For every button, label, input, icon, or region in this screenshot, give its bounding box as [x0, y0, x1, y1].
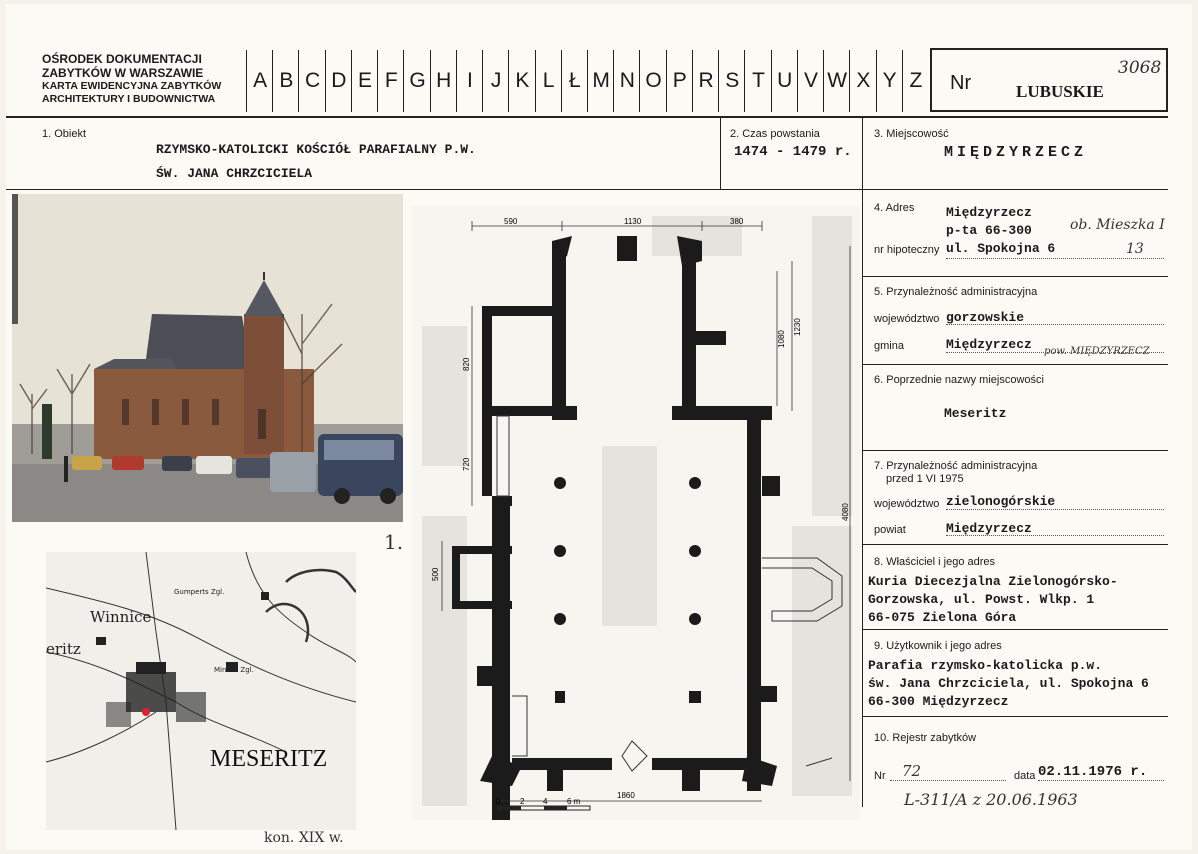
row1-divider	[6, 189, 1168, 190]
scale-label-6: 6 m	[567, 797, 581, 806]
index-letter-p: P	[666, 50, 693, 112]
admin-before-voivodeship-label: województwo	[874, 498, 940, 510]
row5-divider	[863, 364, 1168, 365]
owner-label: 8. Właściciel i jego adres	[874, 556, 996, 568]
map-label-gumperts: Gumperts Zgl.	[174, 588, 225, 596]
index-letter-x: X	[849, 50, 876, 112]
plan-dim-1860: 1860	[617, 791, 635, 800]
admin-voivodeship-label: województwo	[874, 313, 940, 325]
mortgage-dotted-line	[946, 258, 1164, 259]
card-type-line1: KARTA EWIDENCYJNA ZABYTKÓW	[42, 80, 222, 92]
address-line3: ul. Spokojna 6	[946, 241, 1056, 256]
card-number: 3068	[1118, 58, 1162, 78]
map-town-label: MESERITZ	[210, 746, 328, 772]
owner-line1: Kuria Diecezjalna Zielonogórsko-	[868, 574, 1118, 589]
index-letter-r: R	[692, 50, 719, 112]
index-letter-e: E	[351, 50, 378, 112]
index-letter-i: I	[456, 50, 483, 112]
index-letter-m: M	[587, 50, 614, 112]
plan-dim-1130: 1130	[624, 217, 642, 226]
index-letter-ł: Ł	[561, 50, 588, 112]
index-letter-d: D	[325, 50, 352, 112]
index-letter-y: Y	[876, 50, 903, 112]
object-name-line1: RZYMSKO-KATOLICKI KOŚCIÓŁ PARAFIALNY P.W.	[156, 142, 476, 157]
index-letter-o: O	[639, 50, 666, 112]
map-label-minkes: Minkes Zgl.	[214, 666, 254, 674]
floor-plan	[412, 206, 860, 820]
admin-commune-value: Międzyrzecz	[946, 337, 1032, 352]
admin-voivodeship-value: gorzowskie	[946, 310, 1025, 325]
region-name: LUBUSKIE	[1016, 82, 1104, 101]
index-letter-v: V	[797, 50, 824, 112]
row6-divider	[863, 450, 1168, 451]
admin-before-county-label: powiat	[874, 524, 906, 536]
plan-dim-590: 590	[504, 217, 518, 226]
index-letter-z: Z	[902, 50, 929, 112]
admin-before-county-value: Międzyrzecz	[946, 521, 1032, 536]
plan-dim-1080: 1080	[777, 330, 786, 348]
address-label: 4. Adres	[874, 202, 915, 214]
admin-before-county-dots	[946, 535, 1164, 536]
plan-dim-820: 820	[462, 357, 471, 371]
org-name-line1: OŚRODEK DOKUMENTACJI	[42, 52, 202, 66]
admin-before-voivodeship-dots	[946, 509, 1164, 510]
index-letter-j: J	[482, 50, 509, 112]
admin-handwritten-note: pow. MIĘDZYRZECZ	[1044, 346, 1150, 357]
registry-date-dots	[1038, 780, 1164, 781]
row8-divider	[863, 629, 1168, 630]
row7-divider	[863, 544, 1168, 545]
registry-number-dots	[890, 780, 1006, 781]
index-letter-t: T	[744, 50, 771, 112]
former-names-label: 6. Poprzednie nazwy miejscowości	[874, 374, 1044, 386]
index-letter-a: A	[246, 50, 273, 112]
index-letter-k: K	[508, 50, 535, 112]
index-letter-w: W	[823, 50, 850, 112]
plan-dim-4080: 4080	[841, 503, 850, 521]
plan-dim-1230: 1230	[793, 318, 802, 336]
header-divider	[6, 116, 1168, 118]
address-line1: Międzyrzecz	[946, 205, 1032, 220]
owner-line3: 66-075 Zielona Góra	[868, 610, 1017, 625]
scale-label-4: 4	[543, 797, 548, 806]
object-name-line2: ŚW. JANA CHRZCICIELA	[156, 166, 313, 181]
registry-handwritten-note: L-311/A z 20.06.1963	[904, 790, 1078, 809]
place-value: MIĘDZYRZECZ	[944, 144, 1088, 161]
index-letter-g: G	[403, 50, 430, 112]
admin-before-voivodeship-value: zielonogórskie	[946, 494, 1056, 509]
divider-main-column	[862, 117, 863, 807]
nr-label: Nr	[950, 72, 972, 94]
plan-dim-720: 720	[462, 457, 471, 471]
index-letter-c: C	[298, 50, 325, 112]
map-label-winnice: Winnice	[90, 608, 152, 626]
index-letter-h: H	[430, 50, 457, 112]
row4-divider	[863, 276, 1168, 277]
index-letter-u: U	[771, 50, 798, 112]
admin-before-label-line2: przed 1 VI 1975	[886, 473, 964, 485]
mortgage-number-label: nr hipoteczny	[874, 244, 940, 256]
scale-label-2: 2	[520, 797, 525, 806]
admin-commune-label: gmina	[874, 340, 904, 352]
map-caption: kon. XIX w.	[264, 830, 344, 846]
scale-label-0: 0	[496, 797, 501, 806]
org-name-line2: ZABYTKÓW W WARSZAWIE	[42, 66, 204, 80]
registry-number-value: 72	[902, 762, 922, 780]
registry-number-label: Nr	[874, 770, 886, 782]
record-card	[6, 4, 1192, 850]
user-line3: 66-300 Międzyrzecz	[868, 694, 1009, 709]
plan-dim-380: 380	[730, 217, 744, 226]
divider-object-date	[720, 117, 721, 189]
user-line2: św. Jana Chrzciciela, ul. Spokojna 6	[868, 676, 1149, 691]
plan-dim-500: 500	[431, 567, 440, 581]
former-names-value: Meseritz	[944, 406, 1007, 421]
user-label: 9. Użytkownik i jego adres	[874, 640, 1002, 652]
date-value: 1474 - 1479 r.	[734, 144, 852, 160]
admin-before-label-line1: 7. Przynależność administracyjna	[874, 460, 1038, 472]
index-letter-l: L	[535, 50, 562, 112]
address-line2: p-ta 66-300	[946, 223, 1032, 238]
row9-divider	[863, 716, 1168, 717]
admin-voivodeship-dots	[946, 324, 1164, 325]
historic-map	[46, 552, 356, 830]
church-photo	[12, 194, 403, 522]
registry-date-value: 02.11.1976 r.	[1038, 764, 1148, 780]
date-label: 2. Czas powstania	[730, 128, 820, 140]
address-handwritten-note: ob. Mieszka I	[1070, 217, 1165, 233]
index-letter-b: B	[272, 50, 299, 112]
index-letter-strip	[246, 50, 928, 112]
index-letter-n: N	[613, 50, 640, 112]
object-label: 1. Obiekt	[42, 128, 87, 140]
index-letter-f: F	[377, 50, 404, 112]
registry-date-label: data	[1014, 770, 1036, 782]
owner-line2: Gorzowska, ul. Powst. Wlkp. 1	[868, 592, 1095, 607]
photo-caption: 1.	[384, 530, 404, 554]
card-type-line2: ARCHITEKTURY I BUDOWNICTWA	[42, 93, 216, 105]
address-handwritten-number: 13	[1126, 241, 1144, 257]
nr-box	[930, 48, 1168, 112]
header-organization	[42, 52, 242, 106]
admin-commune-dots	[946, 352, 1164, 353]
registry-label: 10. Rejestr zabytków	[874, 732, 977, 744]
place-label: 3. Miejscowość	[874, 128, 949, 140]
map-label-eritz: eritz	[46, 640, 81, 658]
index-letter-s: S	[718, 50, 745, 112]
user-line1: Parafia rzymsko-katolicka p.w.	[868, 658, 1103, 673]
admin-label: 5. Przynależność administracyjna	[874, 286, 1038, 298]
